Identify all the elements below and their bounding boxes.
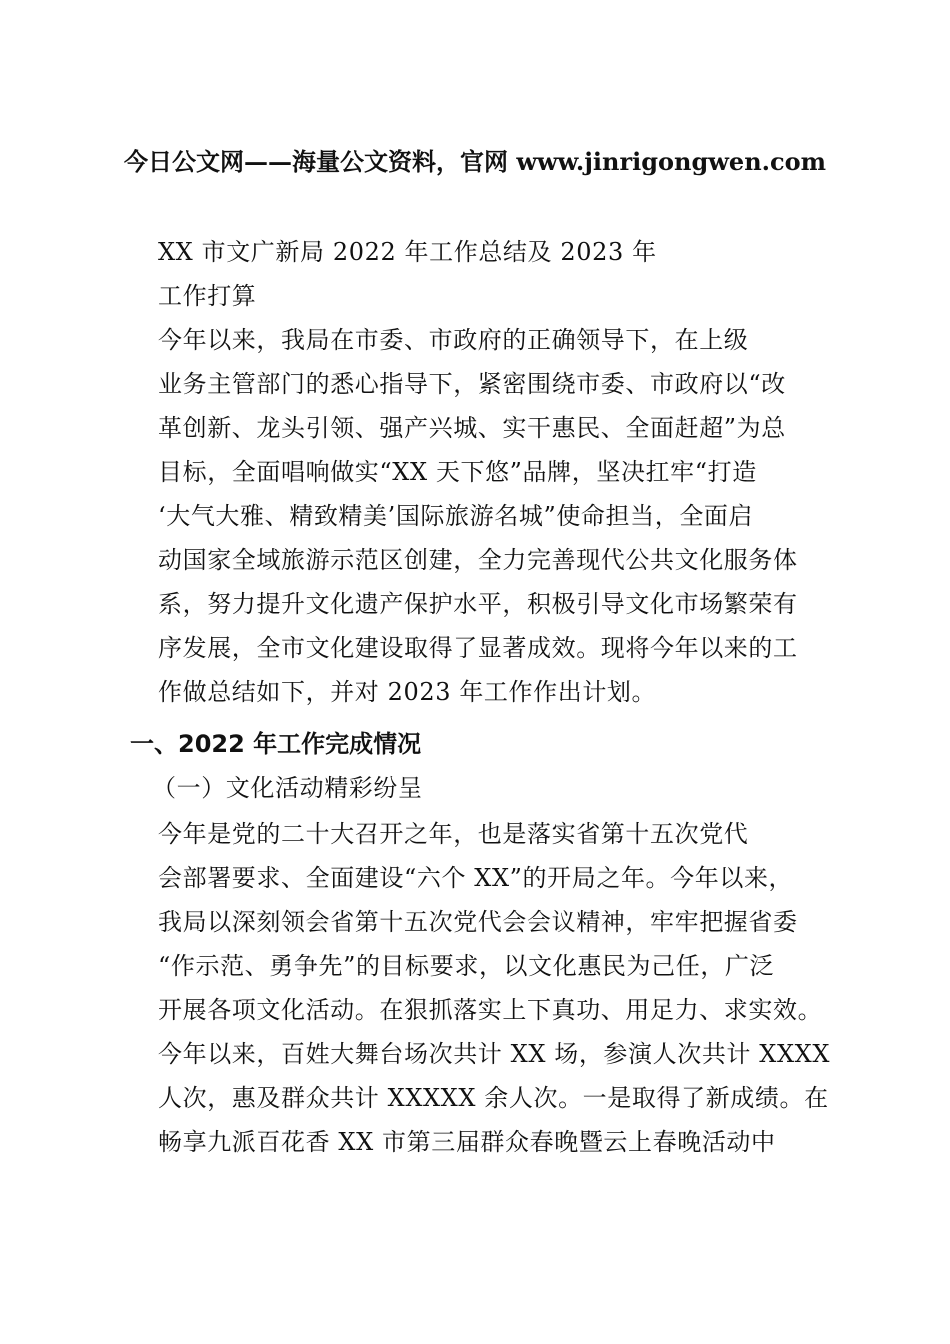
intro-line: 动国家全域旅游示范区创建，全力完善现代公共文化服务体 <box>158 546 798 574</box>
body-line: 会部署要求、全面建设“六个 XX”的开局之年。今年以来， <box>158 864 794 892</box>
document-title-line-1: XX 市文广新局 2022 年工作总结及 2023 年 <box>158 238 657 266</box>
intro-line: 业务主管部门的悉心指导下，紧密围绕市委、市政府以“改 <box>158 370 786 398</box>
intro-line: 目标，全面唱响做实“XX 天下悠”品牌，坚决扛牢“打造 <box>158 458 757 486</box>
body-line: 畅享九派百花香 XX 市第三届群众春晚暨云上春晚活动中 <box>158 1128 776 1156</box>
body-line: 我局以深刻领会省第十五次党代会会议精神，牢牢把握省委 <box>158 908 798 936</box>
document-title-line-2: 工作打算 <box>158 282 257 310</box>
body-line: 开展各项文化活动。在狠抓落实上下真功、用足力、求实效。 <box>158 996 823 1024</box>
intro-line: 作做总结如下，并对 2023 年工作作出计划。 <box>158 678 657 706</box>
body-line: “作示范、勇争先”的目标要求，以文化惠民为己任，广泛 <box>158 952 775 980</box>
section-subheading: （一）文化活动精彩纷呈 <box>152 774 423 802</box>
intro-line: ‘大气大雅、精致精美’国际旅游名城”使命担当，全面启 <box>158 502 754 530</box>
body-line: 今年是党的二十大召开之年，也是落实省第十五次党代 <box>158 820 749 848</box>
intro-line: 今年以来，我局在市委、市政府的正确领导下，在上级 <box>158 326 749 354</box>
intro-line: 革创新、龙头引领、强产兴城、实干惠民、全面赶超”为总 <box>158 414 786 442</box>
site-banner: 今日公文网——海量公文资料，官网 www.jinrigongwen.com <box>123 147 827 176</box>
section-heading: 一、2022 年工作完成情况 <box>130 730 422 758</box>
body-line: 今年以来，百姓大舞台场次共计 XX 场，参演人次共计 XXXX <box>158 1040 831 1068</box>
intro-line: 序发展，全市文化建设取得了显著成效。现将今年以来的工 <box>158 634 798 662</box>
intro-line: 系，努力提升文化遗产保护水平，积极引导文化市场繁荣有 <box>158 590 798 618</box>
body-line: 人次，惠及群众共计 XXXXX 余人次。一是取得了新成绩。在 <box>158 1084 829 1112</box>
